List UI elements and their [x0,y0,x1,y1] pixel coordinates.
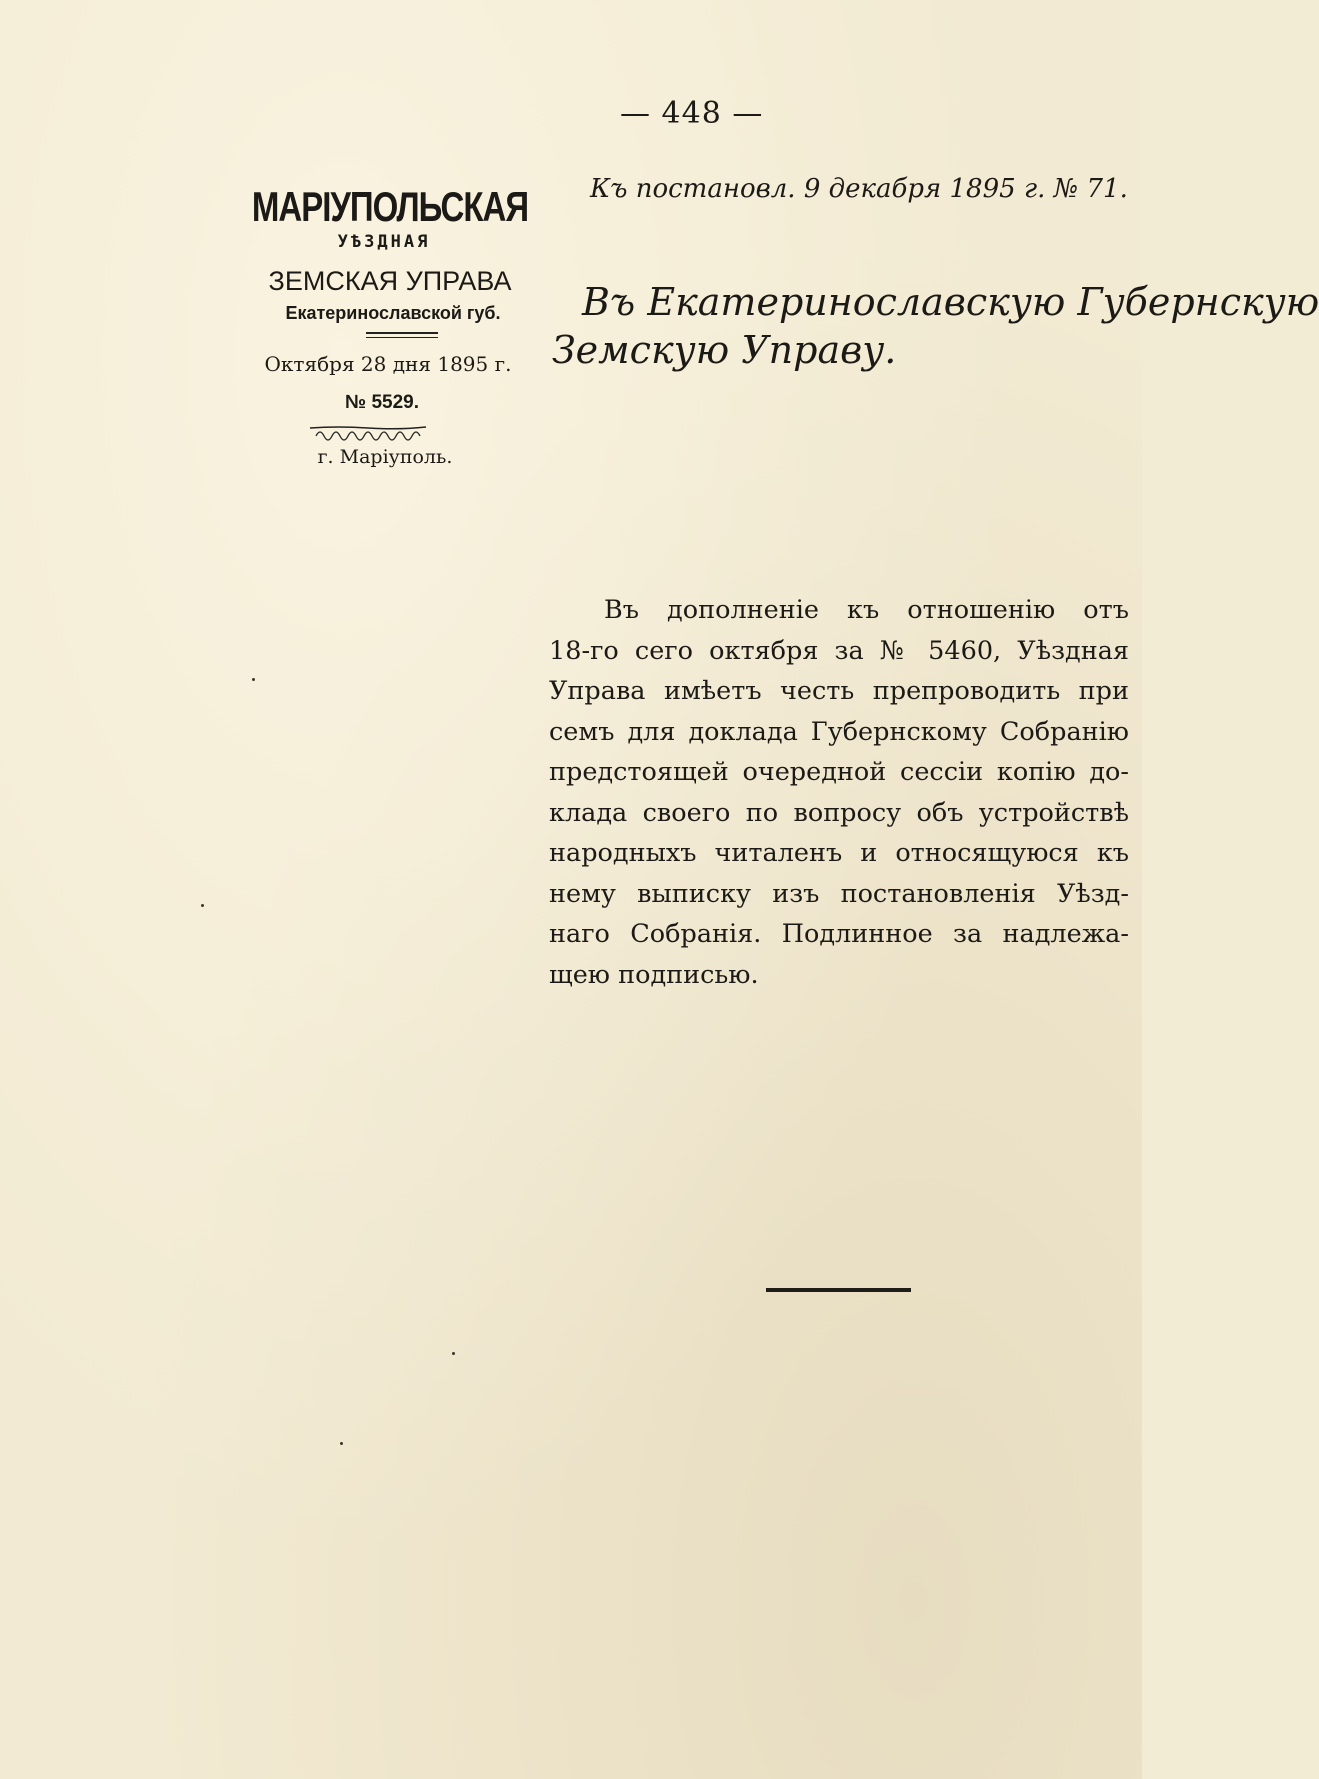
paper-speck [340,1442,343,1445]
body-line: предстоящей очередной сессіи копію до- [549,757,1129,787]
body-line: клада своего по вопросу объ устройствѣ [549,797,1129,828]
stamp-flourish [308,424,428,442]
body-line: щею подписью. [549,959,759,990]
body-line: Въ дополненіе къ отношенію отъ [604,595,1129,625]
stamp-date: Октября 28 дня 1895 г. [264,352,512,376]
addressee [552,278,1319,374]
body-line: Управа имѣетъ честь препроводить при [549,676,1129,706]
paper-speck [452,1352,455,1355]
stamp-board-name: ЗЕМСКАЯ УПРАВА [268,266,512,296]
stamp-district-label: УѢЗДНАЯ [337,232,431,252]
letter-body [549,590,1129,995]
stamp-province: Екатеринославской губ. [285,303,501,323]
body-line: семъ для доклада Губернскому Собранію [549,716,1129,747]
body-line: нему выписку изъ постановленія Уѣзд- [549,878,1129,909]
addressee-line-1: Въ Екатеринославскую Губернскую [582,280,1319,324]
body-line: народныхъ читаленъ и относящуюся къ [549,838,1129,868]
end-divider [766,1288,911,1292]
stamp-city: г. Маріуполь. [317,446,453,468]
body-line: 18-го сего октября за № 5460, Уѣздная [549,635,1129,666]
paper-speck [201,904,204,907]
addressee-line-2: Земскую Управу. [552,328,897,372]
stamp-divider [366,332,438,338]
stamp-number: № 5529. [344,392,419,413]
page-number: — 448 — [620,96,764,131]
official-stamp [250,183,540,468]
paper-speck [252,678,255,681]
reference-note: Къ постановл. 9 декабря 1895 г. № 71. [590,174,1128,204]
body-line: наго Собранія. Подлинное за надлежа- [549,919,1129,949]
stamp-town-name: МАРІУПОЛЬСКАЯ [251,183,529,230]
